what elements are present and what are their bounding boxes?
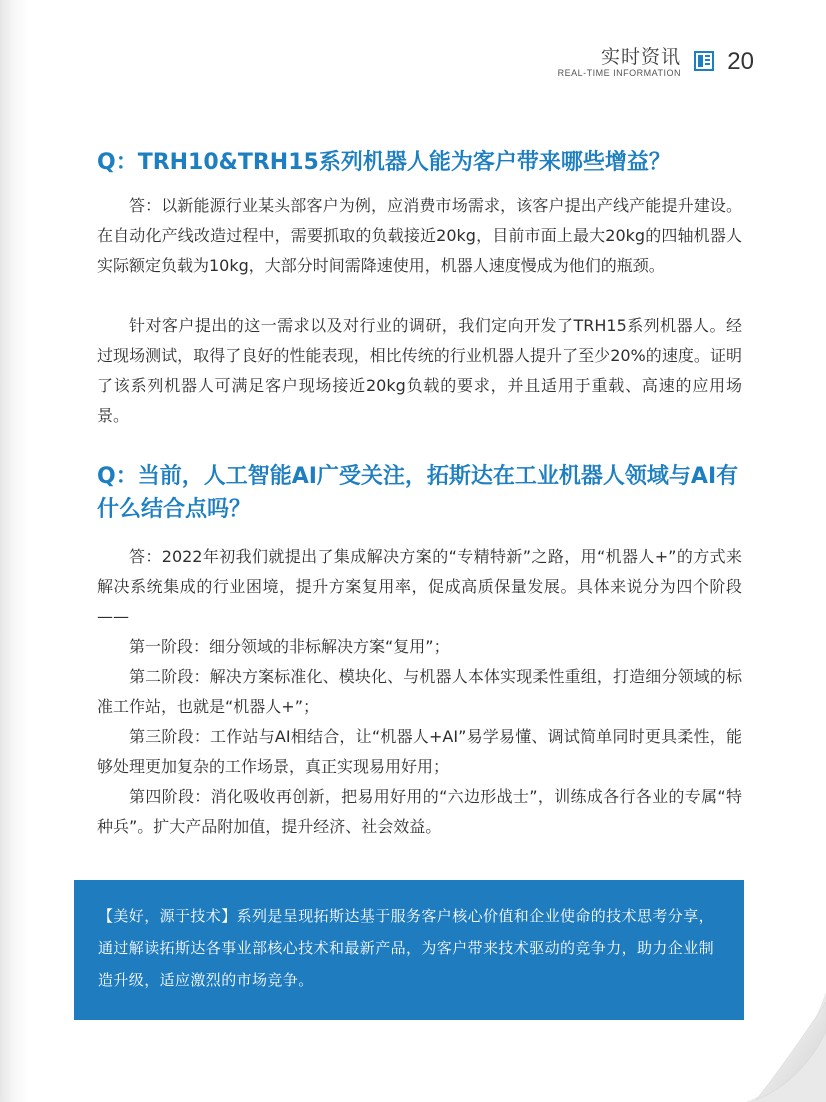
section-header [558, 46, 681, 78]
stage-paragraph: 第一阶段：细分领域的非标解决方案“复用”； [129, 637, 450, 656]
header-subtitle: REAL-TIME INFORMATION [557, 68, 681, 78]
question-heading-2: Q：当前，人工智能AI广受关注，拓斯达在工业机器人领域与AI有什么结合点吗？ [97, 464, 739, 522]
answer-paragraph: 答：2022年初我们就提出了集成解决方案的“专精特新”之路，用“机器人+”的方式来解决系统集成的行业困境，提升方案复用率，促成高质保量发展。具体来说分为四个阶段—— [97, 547, 742, 626]
header-title: 实时资讯 [600, 46, 681, 68]
stage-paragraph: 第四阶段：消化吸收再创新，把易用好用的“六边形战士”，训练成各行各业的专属“特种兵”。扩大产品附加值，提升经济、社会效益。 [97, 787, 742, 836]
page-curl-icon [746, 992, 826, 1102]
question-heading-1: Q：TRH10&TRH15系列机器人能为客户带来哪些增益？ [97, 150, 671, 175]
stage-paragraph: 第二阶段：解决方案标准化、模块化、与机器人本体实现柔性重组，打造细分领域的标准工作站，也就是“机器人+”； [97, 667, 742, 716]
newspaper-icon [694, 51, 714, 71]
answer-paragraph: 针对客户提出的这一需求以及对行业的调研，我们定向开发了TRH15系列机器人。经过现场测试，取得了良好的性能表现，相比传统的行业机器人提升了至少20%的速度。证明了该系列机器人可满足客户现场接近20kg负载的要求，并且适用于重载、高速的应用场景。 [97, 316, 742, 425]
series-note-box [74, 880, 744, 1020]
stage-paragraph: 第三阶段：工作站与AI相结合，让“机器人+AI”易学易懂、调试简单同时更具柔性，能够处理更加复杂的工作场景，真正实现易用好用； [97, 727, 742, 776]
series-note-text: 【美好，源于技术】系列是呈现拓斯达基于服务客户核心价值和企业使命的技术思考分享，通过解读拓斯达各事业部核心技术和最新产品，为客户带来技术驱动的竞争力，助力企业制造升级，适应激烈的市场竞争。 [98, 907, 715, 989]
answer-paragraph: 答：以新能源行业某头部客户为例，应消费市场需求，该客户提出产线产能提升建设。在自动化产线改造过程中，需要抓取的负载接近20kg，目前市面上最大20kg的四轴机器人实际额定负载为10kg，大部分时间需降速使用，机器人速度慢成为他们的瓶颈。 [97, 196, 742, 275]
page-number: 20 [727, 48, 754, 75]
